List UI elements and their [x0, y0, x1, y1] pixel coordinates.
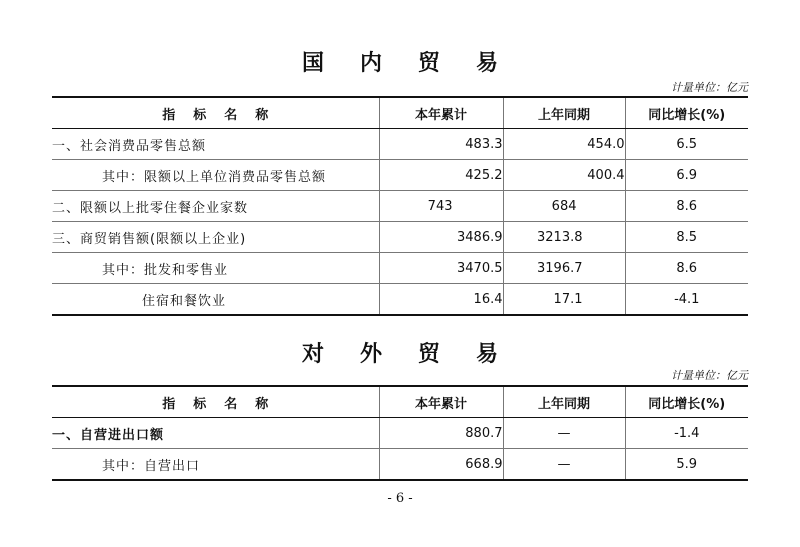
table-row — [52, 253, 748, 284]
foreign-trade-title: 对外贸易 — [301, 342, 534, 367]
cell-previous: 3196.7 — [503, 253, 625, 284]
header-current-year: 本年累计 — [379, 97, 503, 129]
table-row — [52, 284, 748, 316]
page-number: - 6 - — [387, 491, 413, 506]
cell-current: 425.2 — [379, 160, 503, 191]
cell-current: 483.3 — [379, 129, 503, 160]
header-indicator-name: 指标名称 — [52, 97, 379, 129]
cell-growth: 6.9 — [625, 160, 748, 191]
cell-previous: 684 — [503, 191, 625, 222]
domestic-trade-title: 国内贸易 — [301, 51, 534, 76]
table-row — [52, 160, 748, 191]
row-label: 一、自营进出口额 — [52, 418, 379, 449]
cell-previous: 454.0 — [503, 129, 625, 160]
cell-current: 668.9 — [379, 449, 503, 481]
row-label: 住宿和餐饮业 — [52, 284, 379, 316]
table-row — [52, 222, 748, 253]
cell-previous: — — [503, 449, 625, 481]
cell-current: 743 — [379, 191, 503, 222]
domestic-trade-table — [52, 96, 748, 316]
table-header-row — [52, 97, 748, 129]
cell-current: 3486.9 — [379, 222, 503, 253]
row-label: 三、商贸销售额(限额以上企业) — [52, 222, 379, 253]
row-label: 其中：批发和零售业 — [52, 253, 379, 284]
cell-growth: 5.9 — [625, 449, 748, 481]
cell-previous: — — [503, 418, 625, 449]
header-indicator-name: 指标名称 — [52, 386, 379, 418]
row-label: 二、限额以上批零住餐企业家数 — [52, 191, 379, 222]
cell-current: 16.4 — [379, 284, 503, 316]
foreign-unit-note: 计量单位：亿元 — [671, 369, 748, 382]
cell-previous: 3213.8 — [503, 222, 625, 253]
cell-growth: 8.5 — [625, 222, 748, 253]
cell-previous: 17.1 — [503, 284, 625, 316]
row-label: 其中：限额以上单位消费品零售总额 — [52, 160, 379, 191]
table-row — [52, 191, 748, 222]
header-previous-year: 上年同期 — [503, 97, 625, 129]
header-previous-year: 上年同期 — [503, 386, 625, 418]
row-label: 其中：自营出口 — [52, 449, 379, 481]
cell-current: 3470.5 — [379, 253, 503, 284]
header-yoy-growth: 同比增长(%) — [625, 386, 748, 418]
cell-growth: 8.6 — [625, 253, 748, 284]
foreign-trade-table — [52, 385, 748, 481]
header-current-year: 本年累计 — [379, 386, 503, 418]
cell-growth: -1.4 — [625, 418, 748, 449]
cell-growth: -4.1 — [625, 284, 748, 316]
cell-previous: 400.4 — [503, 160, 625, 191]
cell-current: 880.7 — [379, 418, 503, 449]
table-row — [52, 418, 748, 449]
table-header-row — [52, 386, 748, 418]
cell-growth: 8.6 — [625, 191, 748, 222]
domestic-unit-note: 计量单位：亿元 — [671, 81, 748, 94]
header-yoy-growth: 同比增长(%) — [625, 97, 748, 129]
table-row — [52, 129, 748, 160]
cell-growth: 6.5 — [625, 129, 748, 160]
row-label: 一、社会消费品零售总额 — [52, 129, 379, 160]
table-row — [52, 449, 748, 481]
